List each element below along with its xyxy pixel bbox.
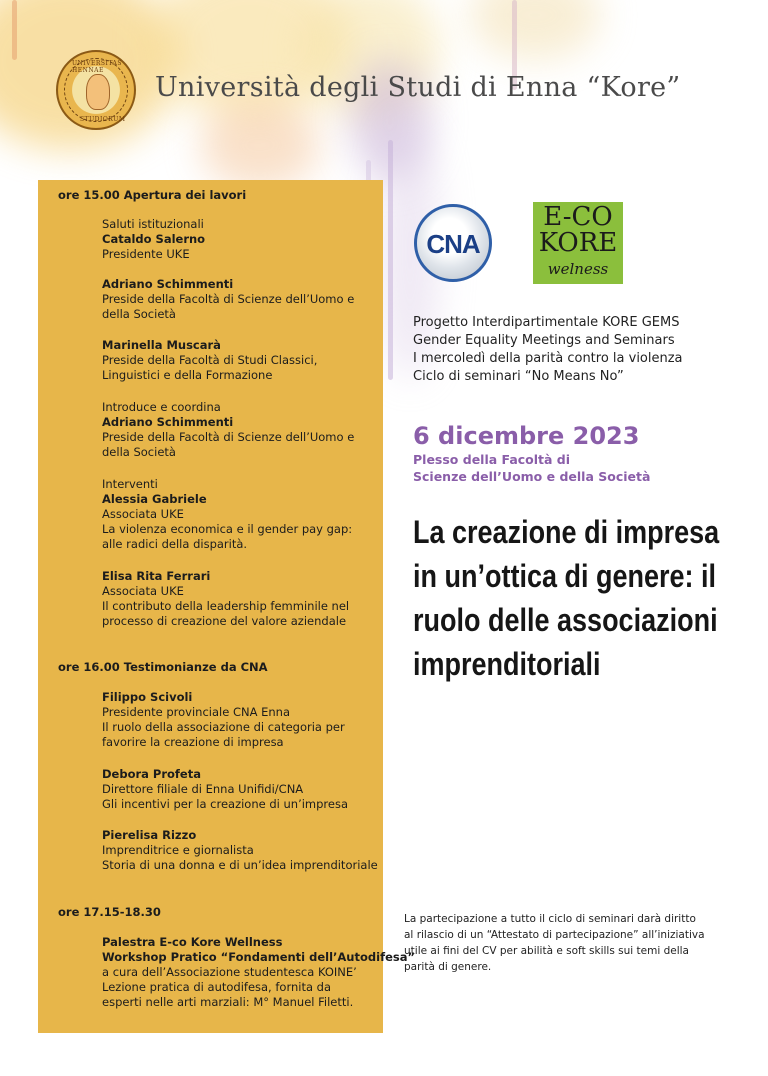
talk-title: Il ruolo della associazione di categoria per [102,720,345,734]
university-seal-logo [56,50,136,130]
eco-logo-line2: KORE [538,228,618,258]
cna-logo-text: CNA [426,229,480,259]
project-line: I mercoledì della parità contro la violenza [413,351,683,366]
talk-title: favorire la creazione di impresa [102,735,284,749]
session-3-time: ore 17.15-18.30 [58,905,161,919]
event-title-line: La creazione di impresa [413,514,720,550]
project-line: Progetto Interdipartimentale KORE GEMS [413,315,680,330]
speaker-role: Associata UKE [102,584,184,598]
event-title-line: ruolo delle associazioni [413,602,718,638]
header [0,0,768,180]
cna-logo [414,204,492,282]
project-line: Gender Equality Meetings and Seminars [413,333,675,348]
participation-note: al rilascio di un “Attestato di partecipazione” all’iniziativa [404,929,705,941]
speaker-role: Associata UKE [102,507,184,521]
eco-logo-line3: welness [547,260,609,278]
talk-title: La violenza economica e il gender pay gap: [102,522,353,536]
speaker-role: Direttore filiale di Enna Unifidi/CNA [102,782,304,796]
eco-kore-wellness-logo [533,202,623,284]
event-title-line: imprenditoriali [413,646,601,682]
session-1-time: ore 15.00 Apertura dei lavori [58,188,247,202]
speaker-role: Imprenditrice e giornalista [102,843,254,857]
seal-text-top: UNIVERSITAS HENNAE [72,60,123,74]
session-2-time: ore 16.00 Testimonianze da CNA [58,660,268,674]
workshop-venue: Palestra E-co Kore Wellness [102,935,283,949]
speaker-name: Alessia Gabriele [102,492,207,506]
university-title: Università degli Studi di Enna “Kore” [155,72,681,103]
event-date: 6 dicembre 2023 [413,422,640,450]
talk-title: alle radici della disparità. [102,537,248,551]
speaker-name: Adriano Schimmenti [102,277,234,291]
participation-note: parità di genere. [404,961,492,973]
workshop-description: Lezione pratica di autodifesa, fornita da [102,980,332,994]
speaker-role: Preside della Facoltà di Studi Classici, [102,353,318,367]
event-venue: Scienze dell’Uomo e della Società [413,469,651,484]
talk-title: processo di creazione del valore aziendale [102,614,347,628]
eco-logo-line1: E-CO [543,202,613,232]
speaker-role: Preside della Facoltà di Scienze dell’Uomo e [102,430,355,444]
greetings-label: Saluti istituzionali [102,217,204,231]
talk-title: Il contributo della leadership femminile nel [102,599,350,613]
speaker-role: Linguistici e della Formazione [102,368,273,382]
event-venue: Plesso della Facoltà di [413,452,571,467]
project-line: Ciclo di seminari “No Means No” [413,369,624,384]
speaker-name: Pierelisa Rizzo [102,828,197,842]
speaker-name: Elisa Rita Ferrari [102,569,211,583]
workshop-description: esperti nelle arti marziali: M° Manuel Filetti. [102,995,354,1009]
speaker-role: Presidente provinciale CNA Enna [102,705,291,719]
speaker-name: Filippo Scivoli [102,690,193,704]
talks-label: Interventi [102,477,158,491]
event-title-line: in un’ottica di genere: il [413,558,717,594]
moderator-label: Introduce e coordina [102,400,221,414]
workshop-organizer: a cura dell’Associazione studentesca KOINE’ [102,965,357,979]
speaker-role: della Società [102,445,176,459]
seal-text-bottom: STUDIORUM [80,116,126,123]
speaker-role: della Società [102,307,176,321]
speaker-role: Preside della Facoltà di Scienze dell’Uomo e [102,292,355,306]
speaker-role: Presidente UKE [102,247,190,261]
talk-title: Gli incentivi per la creazione di un’impresa [102,797,349,811]
talk-title: Storia di una donna e di un’idea imprenditoriale [102,858,378,872]
speaker-name: Adriano Schimmenti [102,415,234,429]
participation-note: utile ai fini del CV per abilità e soft skills sui temi della [404,945,689,957]
participation-note: La partecipazione a tutto il ciclo di seminari darà diritto [404,913,696,925]
speaker-name: Marinella Muscarà [102,338,221,352]
program-panel [38,180,416,1033]
speaker-name: Debora Profeta [102,767,201,781]
speaker-name: Cataldo Salerno [102,232,206,246]
workshop-title: Workshop Pratico “Fondamenti dell’Autodifesa” [102,950,416,964]
